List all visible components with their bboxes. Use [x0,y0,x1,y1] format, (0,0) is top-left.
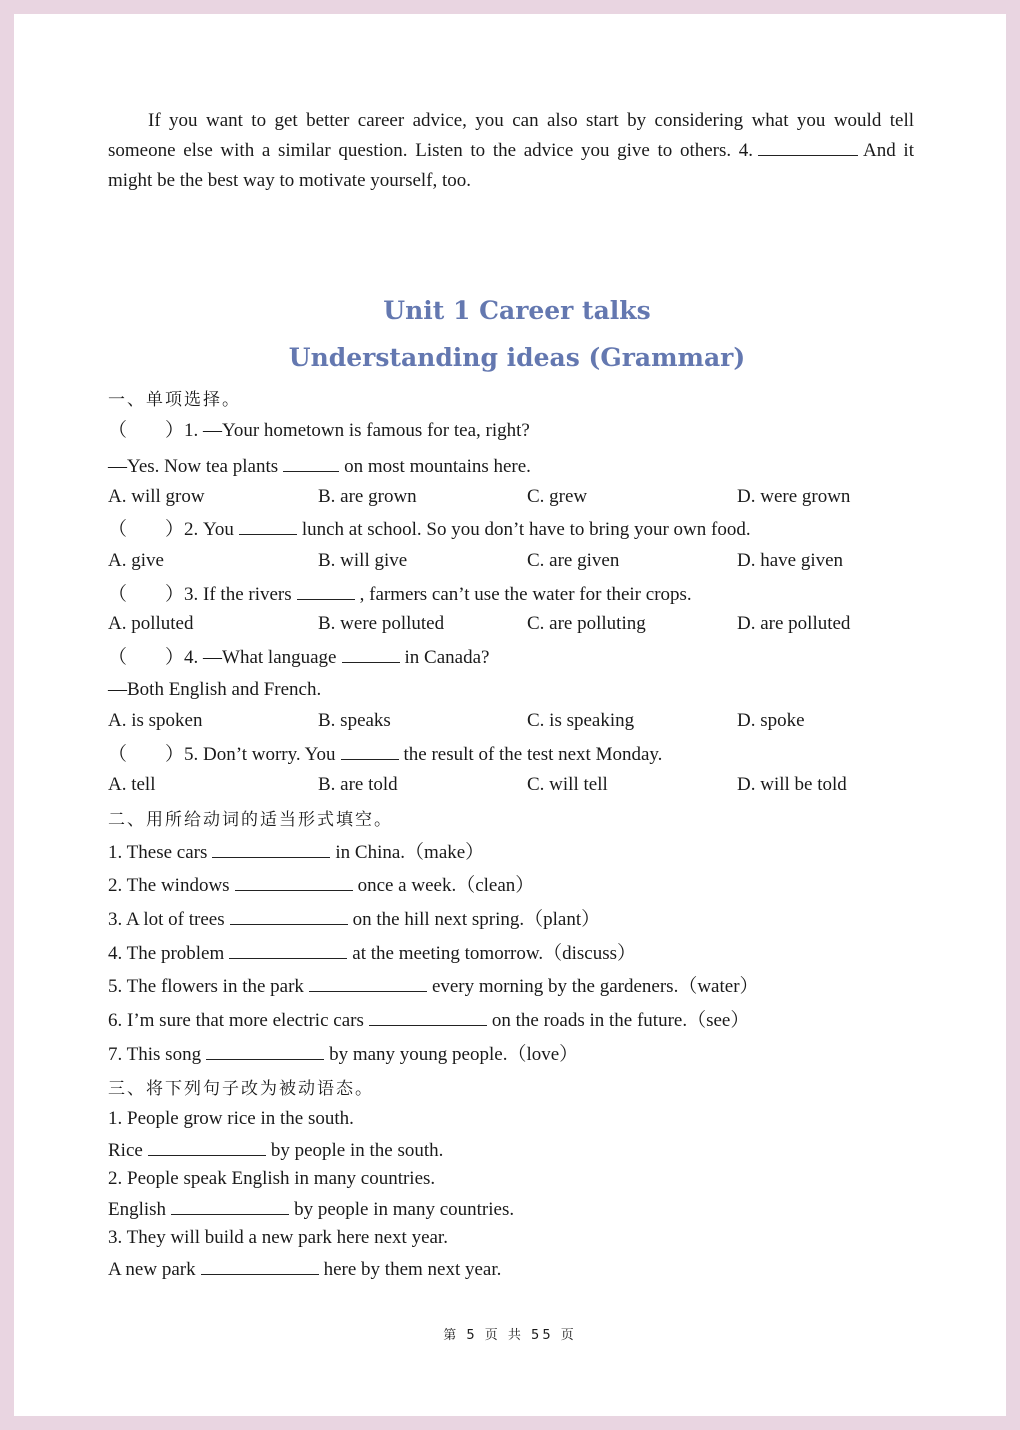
answer-blank [235,872,353,891]
intro-text-1: If you want to get better career advice, you can also start by considering what you would tell someone else with a similar question. Listen to the advice you give to others. 4. [108,110,914,161]
mc-question-5 [108,741,662,767]
fill-text: 5. The flowers in the park [108,976,304,997]
option-b: B. will give [318,550,408,571]
question-stem: 4. —What language [184,647,337,668]
passive-answer-1 [108,1137,443,1163]
answer-paren: （ ） [108,519,185,540]
option-b: B. are told [318,774,398,795]
answer-blank [206,1041,324,1060]
option-a: A. tell [108,774,156,795]
question-stem-end: the result of the test next Monday. [403,744,663,765]
question-stem: 2. You [184,519,234,540]
answer-blank [230,906,348,925]
document-page [14,14,1006,1416]
option-b: B. were polluted [318,613,445,634]
mc-question-3 [108,581,692,607]
question-stem-end: in Canada? [404,647,490,668]
answer-paren: （ ） [108,647,185,668]
section-heading-1: 一、单项选择。 [108,390,241,410]
answer-blank [341,741,399,760]
passive-question-3: 3. They will build a new park here next year. [108,1227,448,1248]
answer-text-end: by people in many countries. [294,1199,515,1220]
unit-title: Unit 1 Career talks [383,296,651,325]
option-c: C. are given [527,550,620,571]
fill-item-3 [108,906,600,932]
option-a: A. is spoken [108,710,203,731]
intro-paragraph [108,106,914,196]
dialog-text: —Both English and French. [108,679,322,700]
answer-blank [369,1007,487,1026]
option-d: D. will be told [737,774,847,795]
fill-text: 1. These cars [108,842,208,863]
option-c: C. will tell [527,774,608,795]
question-stem: 5. Don’t worry. You [184,744,336,765]
fill-item-6 [108,1007,749,1033]
fill-text-end: on the hill next spring.（plant） [352,909,601,930]
fill-text: 2. The windows [108,875,230,896]
option-d: D. are polluted [737,613,851,634]
fill-item-1 [108,839,484,865]
answer-blank [201,1256,319,1275]
answer-blank [212,839,330,858]
fill-item-2 [108,872,534,898]
answer-text: A new park [108,1259,196,1280]
fill-text: 3. A lot of trees [108,909,225,930]
answer-blank [148,1137,266,1156]
answer-blank [342,644,400,663]
option-d: D. have given [737,550,844,571]
answer-text: English [108,1199,167,1220]
fill-text: 7. This song [108,1044,202,1065]
option-c: C. is speaking [527,710,635,731]
mc-question-2 [108,516,751,542]
dialog-text: —Yes. Now tea plants [108,456,279,477]
option-c: C. grew [527,486,588,507]
answer-blank [283,453,339,472]
option-b: B. speaks [318,710,391,731]
answer-paren: （ ） [108,584,185,605]
answer-text: Rice [108,1140,143,1161]
answer-blank [297,581,355,600]
answer-blank [171,1196,289,1215]
fill-item-4 [108,940,636,966]
answer-paren: （ ） [108,420,185,441]
fill-text-end: every morning by the gardeners.（water） [431,976,759,997]
section-title: Understanding ideas (Grammar) [288,343,746,372]
fill-item-7 [108,1041,578,1067]
question-stem: 3. If the rivers [184,584,292,605]
question-stem-end: , farmers can’t use the water for their crops. [359,584,692,605]
answer-blank [758,137,858,156]
intro-text-2: And it might be the best way to motivate yourself, too. [108,140,914,191]
page-footer: 第 5 页 共 55 页 [443,1328,577,1343]
mc-dialog-1 [108,453,531,479]
fill-item-5 [108,973,759,999]
option-d: D. were grown [737,486,851,507]
dialog-text-end: on most mountains here. [344,456,531,477]
answer-paren: （ ） [108,744,185,765]
option-a: A. will grow [108,486,205,507]
answer-blank [309,973,427,992]
fill-text: 4. The problem [108,943,225,964]
question-stem: 1. —Your hometown is famous for tea, right? [184,420,530,441]
option-a: A. polluted [108,613,194,634]
passive-answer-3 [108,1256,501,1282]
answer-text-end: by people in the south. [270,1140,444,1161]
answer-blank [239,516,297,535]
answer-text-end: here by them next year. [323,1259,502,1280]
fill-text-end: in China.（make） [335,842,485,863]
option-d: D. spoke [737,710,805,731]
section-heading-2: 二、用所给动词的适当形式填空。 [108,810,393,830]
mc-question-4 [108,644,489,670]
passive-question-2: 2. People speak English in many countries. [108,1168,436,1189]
option-b: B. are grown [318,486,417,507]
fill-text-end: by many young people.（love） [329,1044,579,1065]
section-heading-3: 三、将下列句子改为被动语态。 [108,1079,374,1099]
mc-dialog-4 [108,678,321,702]
fill-text-end: once a week.（clean） [357,875,535,896]
fill-text-end: at the meeting tomorrow.（discuss） [352,943,636,964]
passive-answer-2 [108,1196,514,1222]
passive-question-1: 1. People grow rice in the south. [108,1108,354,1129]
fill-text-end: on the roads in the future.（see） [491,1010,750,1031]
option-c: C. are polluting [527,613,646,634]
question-stem-end: lunch at school. So you don’t have to bring your own food. [301,519,751,540]
option-a: A. give [108,550,164,571]
fill-text: 6. I’m sure that more electric cars [108,1010,364,1031]
answer-blank [229,940,347,959]
mc-question-1 [108,419,530,443]
